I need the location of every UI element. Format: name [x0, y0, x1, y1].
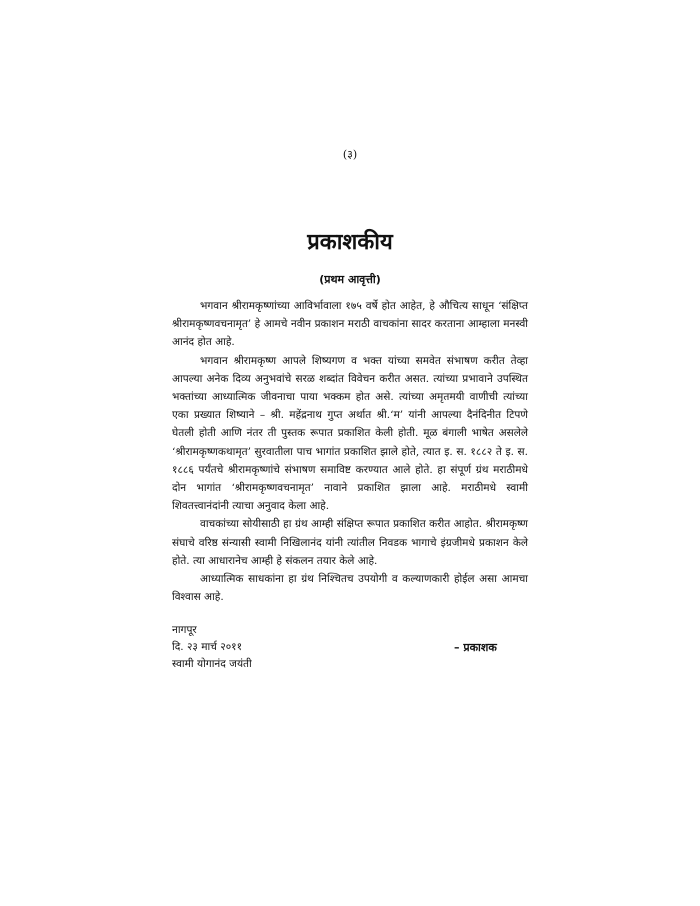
paragraph-1: भगवान श्रीरामकृष्णांच्या आविर्भावाला १७५ वर्षे होत आहेत, हे औचित्य साधून ‘संक्षिप्त श्रीरामकृष्णवचनामृत’ हे आमचे नवीन प्रकाशन मराठी वाचकांना सादर करताना आम्हाला मनस्वी आनंद होत आहे.	[172, 300, 528, 349]
paragraph-2: भगवान श्रीरामकृष्ण आपले शिष्यगण व भक्त यांच्या समवेत संभाषण करीत तेव्हा आपल्या अनेक दिव्य अनुभवांचे सरळ शब्दांत विवेचन करीत असत. त्यांच्या प्रभावाने उपस्थित भक्तांच्या आध्यात्मिक जीवनाचा पाया भक्कम होत असे. त्यांच्या अमृतमयी वाणीची त्यांच्या एका प्रख्यात शिष्याने – श्री. महेंद्रनाथ गुप्त अर्थात श्री.‘म’ यांनी आपल्या दैनंदिनीत टिपणे घेतली होती आणि नंतर ती पुस्तक रूपात प्रकाशित केली होती. मूळ बंगाली भाषेत असलेले ‘श्रीरामकृष्णकथामृत’ सुरवातीला पाच भागांत प्रकाशित झाले होते, त्यात इ. स. १८८२ ते इ. स. १८८६ पर्यंतचे श्रीरामकृष्णांचे संभाषण समाविष्ट करण्यात आले होते. हा संपूर्ण ग्रंथ मराठीमधे दोन भागांत ‘श्रीरामकृष्णवचनामृत’ नावाने प्रकाशित झाला आहे. मराठीमधे स्वामी शिवतत्त्वानंदांनी त्याचा अनुवाद केला आहे.	[172, 354, 528, 513]
paragraph-3: वाचकांच्या सोयीसाठी हा ग्रंथ आम्ही संक्षिप्त रूपात प्रकाशित करीत आहोत. श्रीरामकृष्ण संघाचे वरिष्ठ संन्यासी स्वामी निखिलानंद यांनी त्यांतील निवडक भागाचे इंग्रजीमधे प्रकाशन केले होते. त्या आधारानेच आम्ही हे संकलन तयार केले आहे.	[172, 518, 528, 567]
preface-body	[172, 297, 528, 606]
edition-subtitle: (प्रथम आवृत्ती)	[319, 273, 381, 286]
footer-occasion: स्वामी योगानंद जयंती	[172, 658, 252, 670]
footer-date: दि. २३ मार्च २०११	[172, 641, 243, 653]
page-number: (३)	[342, 148, 358, 161]
paragraph-4: आध्यात्मिक साधकांना हा ग्रंथ निश्चितच उपयोगी व कल्याणकारी होईल असा आमचा विश्वास आहे.	[172, 573, 528, 604]
footer-place: नागपूर	[172, 624, 197, 636]
page-title: प्रकाशकीय	[307, 230, 393, 255]
footer-details	[172, 622, 252, 673]
publisher-signature: – प्रकाशक	[454, 641, 497, 654]
